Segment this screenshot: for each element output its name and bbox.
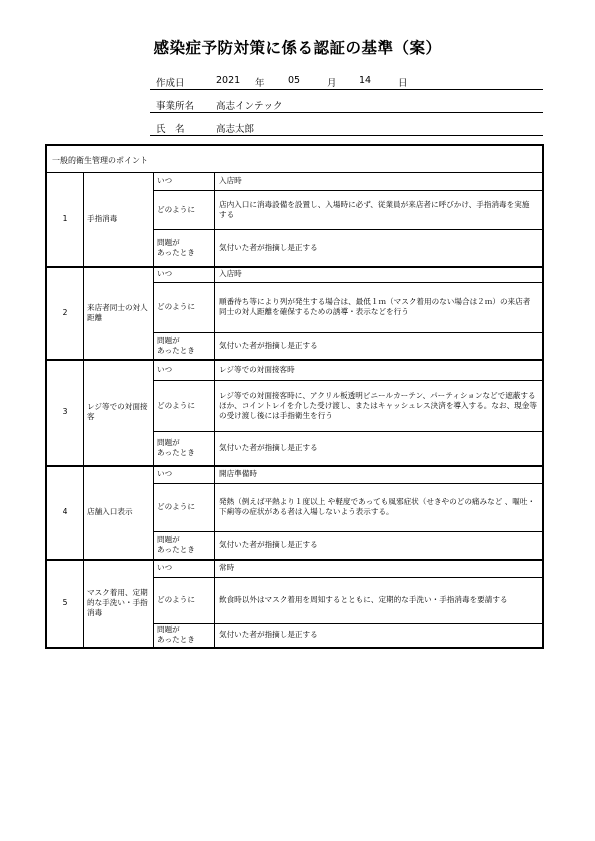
column-line bbox=[83, 559, 84, 647]
problem-value: 気付いた者が指摘し是正する bbox=[219, 242, 318, 252]
how-label: どのように bbox=[157, 302, 195, 311]
how-label: どのように bbox=[157, 502, 195, 511]
when-label: いつ bbox=[157, 176, 173, 185]
office-row bbox=[150, 95, 543, 113]
column-line bbox=[214, 266, 215, 359]
date-year: 2021 bbox=[216, 75, 241, 86]
column-line bbox=[83, 266, 84, 359]
problem-label: 問題が あったとき bbox=[157, 535, 195, 554]
problem-value: 気付いた者が指摘し是正する bbox=[219, 340, 318, 350]
column-line bbox=[214, 559, 215, 647]
column-line bbox=[214, 359, 215, 465]
hygiene-points-table bbox=[45, 144, 544, 649]
column-line bbox=[214, 172, 215, 266]
column-line bbox=[83, 359, 84, 465]
name-row bbox=[150, 118, 543, 136]
problem-value: 気付いた者が指摘し是正する bbox=[219, 540, 318, 549]
problem-value: 気付いた者が指摘し是正する bbox=[219, 443, 318, 452]
column-line bbox=[83, 172, 84, 266]
problem-value: 気付いた者が指摘し是正する bbox=[219, 630, 318, 639]
problem-label: 問題が あったとき bbox=[157, 237, 195, 257]
how-value: 店内入口に消毒設備を設置し、入場時に必ず、従業員が来店者に呼びかけ、手指消毒を実施する bbox=[219, 199, 530, 219]
created-date-row bbox=[150, 72, 543, 90]
name-label: 氏 名 bbox=[156, 124, 185, 135]
row-number: 4 bbox=[62, 507, 68, 516]
column-line bbox=[153, 266, 154, 359]
when-label: いつ bbox=[157, 469, 173, 478]
how-label: どのように bbox=[157, 204, 195, 214]
date-label: 作成日 bbox=[156, 78, 185, 89]
table-heading: 一般的衛生管理のポイント bbox=[52, 156, 148, 165]
row-number: 1 bbox=[62, 214, 68, 223]
problem-label: 問題が あったとき bbox=[157, 625, 195, 644]
row-item-label: マスク着用、定期的な手洗い・手指消毒 bbox=[87, 588, 148, 617]
when-value: 開店準備時 bbox=[219, 469, 257, 478]
how-value: 発熱（例えば平熱より１度以上 や軽度であっても風邪症状（せきやのどの痛みなど 、嘔吐・下痢等の症状がある者は入場しないよう表示する。 bbox=[219, 497, 536, 516]
how-value: 飲食時以外はマスク着用を周知するとともに、定期的な手洗い・手指消毒を要請する bbox=[219, 595, 508, 604]
how-label: どのように bbox=[157, 400, 195, 410]
row-item-label: レジ等での対面接客 bbox=[87, 402, 148, 421]
row-item-label: 店舗入口表示 bbox=[87, 507, 133, 516]
column-line bbox=[153, 172, 154, 266]
when-value: 常時 bbox=[219, 563, 235, 572]
how-value: レジ等での対面接客時に、アクリル板透明ビニールカーテン、パーティションなどで遮蔽するほか、コイントレイを介した受け渡し、またはキャッシュレス決済を導入する。なお、現金等の受け渡し後には手指衛生を行う bbox=[219, 390, 537, 420]
when-value: レジ等での対面接客時 bbox=[219, 364, 295, 374]
date-day-unit: 日 bbox=[398, 78, 408, 89]
problem-label: 問題が あったとき bbox=[157, 438, 195, 457]
when-label: いつ bbox=[157, 269, 173, 278]
office-value: 高志インテック bbox=[216, 101, 283, 112]
column-line bbox=[83, 465, 84, 559]
date-month: 05 bbox=[288, 75, 301, 86]
date-day: 14 bbox=[359, 75, 372, 86]
row-item-label: 来店者同士の対人距離 bbox=[87, 302, 148, 322]
when-value: 入店時 bbox=[219, 269, 242, 278]
office-label: 事業所名 bbox=[156, 101, 195, 112]
column-line bbox=[214, 465, 215, 559]
column-line bbox=[153, 465, 154, 559]
name-value: 高志太郎 bbox=[216, 124, 255, 135]
date-year-unit: 年 bbox=[255, 78, 265, 89]
row-number: 2 bbox=[62, 307, 68, 317]
when-value: 入店時 bbox=[219, 176, 242, 185]
row-item-label: 手指消毒 bbox=[87, 214, 118, 223]
when-label: いつ bbox=[157, 364, 173, 374]
problem-label: 問題が あったとき bbox=[157, 335, 195, 355]
date-month-unit: 月 bbox=[327, 78, 337, 89]
row-number: 5 bbox=[62, 598, 68, 607]
row-number: 3 bbox=[62, 407, 68, 416]
how-label: どのように bbox=[157, 595, 195, 604]
how-value: 順番待ち等により列が発生する場合は、最低１ｍ（マスク着用のない場合は２ｍ）の来店者同士の対人距離を確保するための誘導・表示などを行う bbox=[219, 297, 531, 316]
column-line bbox=[153, 359, 154, 465]
when-label: いつ bbox=[157, 563, 173, 572]
column-line bbox=[153, 559, 154, 647]
page-title: 感染症予防対策に係る認証の基準（案） bbox=[153, 39, 442, 57]
